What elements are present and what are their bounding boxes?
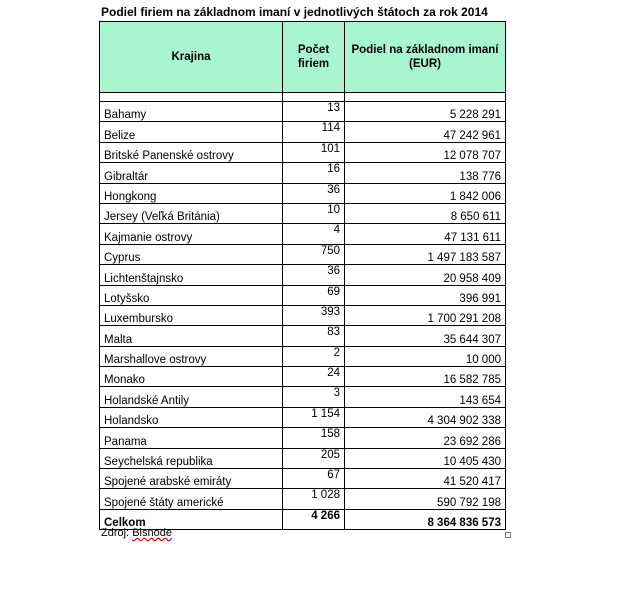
table-row — [100, 102, 506, 122]
capital-cell: 4 304 902 338 — [345, 407, 506, 427]
table-row — [100, 142, 506, 162]
capital-cell: 35 644 307 — [345, 326, 506, 346]
table-row — [100, 448, 506, 468]
table-row — [100, 489, 506, 509]
country-cell: Britské Panenské ostrovy — [100, 142, 283, 162]
country-cell: Marshallove ostrovy — [100, 346, 283, 366]
capital-cell: 47 131 611 — [345, 224, 506, 244]
count-cell: 10 — [283, 203, 345, 223]
count-cell: 24 — [283, 367, 345, 387]
country-cell: Holandsko — [100, 407, 283, 427]
table-row — [100, 469, 506, 489]
count-cell: 1 154 — [283, 407, 345, 427]
count-cell: 205 — [283, 448, 345, 468]
country-cell: Bahamy — [100, 102, 283, 122]
country-cell: Kajmanie ostrovy — [100, 224, 283, 244]
count-cell: 69 — [283, 285, 345, 305]
country-cell: Holandské Antily — [100, 387, 283, 407]
table-row — [100, 224, 506, 244]
capital-cell: 1 497 183 587 — [345, 244, 506, 264]
count-cell: 83 — [283, 326, 345, 346]
header-count: Počet firiem — [283, 22, 345, 93]
table-row — [100, 326, 506, 346]
country-cell: Cyprus — [100, 244, 283, 264]
capital-cell: 5 228 291 — [345, 102, 506, 122]
data-table — [99, 21, 506, 530]
table-row — [100, 203, 506, 223]
capital-cell: 143 654 — [345, 387, 506, 407]
table-title: Podiel firiem na základnom imaní v jednotlivých štátoch za rok 2014 — [101, 5, 488, 19]
count-cell: 4 — [283, 224, 345, 244]
country-cell: Panama — [100, 428, 283, 448]
header-row — [100, 22, 506, 93]
country-cell: Belize — [100, 122, 283, 142]
count-cell: 114 — [283, 122, 345, 142]
capital-cell: 1 842 006 — [345, 183, 506, 203]
country-cell: Luxembursko — [100, 305, 283, 325]
count-cell: 158 — [283, 428, 345, 448]
spacer-row — [100, 93, 506, 102]
count-cell: 67 — [283, 469, 345, 489]
table-body — [100, 93, 506, 510]
country-cell: Seychelská republika — [100, 448, 283, 468]
spacer-cell — [100, 93, 283, 102]
capital-cell: 47 242 961 — [345, 122, 506, 142]
table-resize-handle[interactable] — [505, 532, 511, 538]
table-row — [100, 265, 506, 285]
spacer-cell — [345, 93, 506, 102]
header-country: Krajina — [100, 22, 283, 93]
table-row — [100, 244, 506, 264]
country-cell: Gibraltár — [100, 163, 283, 183]
table-row — [100, 183, 506, 203]
table-row — [100, 387, 506, 407]
country-cell: Jersey (Veľká Británia) — [100, 203, 283, 223]
count-cell: 13 — [283, 102, 345, 122]
capital-cell: 138 776 — [345, 163, 506, 183]
table-row — [100, 367, 506, 387]
table-row — [100, 163, 506, 183]
count-cell: 36 — [283, 265, 345, 285]
capital-cell: 23 692 286 — [345, 428, 506, 448]
count-cell: 2 — [283, 346, 345, 366]
country-cell: Spojené arabské emiráty — [100, 469, 283, 489]
count-cell: 393 — [283, 305, 345, 325]
table-row — [100, 428, 506, 448]
country-cell: Lotyšsko — [100, 285, 283, 305]
count-cell: 3 — [283, 387, 345, 407]
total-capital: 8 364 836 573 — [345, 509, 506, 529]
count-cell: 16 — [283, 163, 345, 183]
spacer-cell — [283, 93, 345, 102]
country-cell: Spojené štáty americké — [100, 489, 283, 509]
source-note — [101, 527, 172, 539]
country-cell: Lichtenštajnsko — [100, 265, 283, 285]
capital-cell: 10 000 — [345, 346, 506, 366]
count-cell: 101 — [283, 142, 345, 162]
capital-cell: 20 958 409 — [345, 265, 506, 285]
country-cell: Hongkong — [100, 183, 283, 203]
source-prefix: Zdroj: — [101, 527, 133, 539]
capital-cell: 41 520 417 — [345, 469, 506, 489]
total-count: 4 266 — [283, 509, 345, 529]
capital-cell: 10 405 430 — [345, 448, 506, 468]
country-cell: Malta — [100, 326, 283, 346]
count-cell: 36 — [283, 183, 345, 203]
table-row — [100, 285, 506, 305]
capital-cell: 16 582 785 — [345, 367, 506, 387]
table-row — [100, 122, 506, 142]
table-row — [100, 305, 506, 325]
header-capital: Podiel na základnom imaní (EUR) — [345, 22, 506, 93]
total-label: Celkom — [100, 509, 283, 529]
capital-cell: 1 700 291 208 — [345, 305, 506, 325]
count-cell: 750 — [283, 244, 345, 264]
country-cell: Monako — [100, 367, 283, 387]
source-name: Bisnode — [132, 527, 172, 539]
table-row — [100, 407, 506, 427]
capital-cell: 8 650 611 — [345, 203, 506, 223]
count-cell: 1 028 — [283, 489, 345, 509]
capital-cell: 590 792 198 — [345, 489, 506, 509]
capital-cell: 12 078 707 — [345, 142, 506, 162]
capital-cell: 396 991 — [345, 285, 506, 305]
table-row — [100, 346, 506, 366]
